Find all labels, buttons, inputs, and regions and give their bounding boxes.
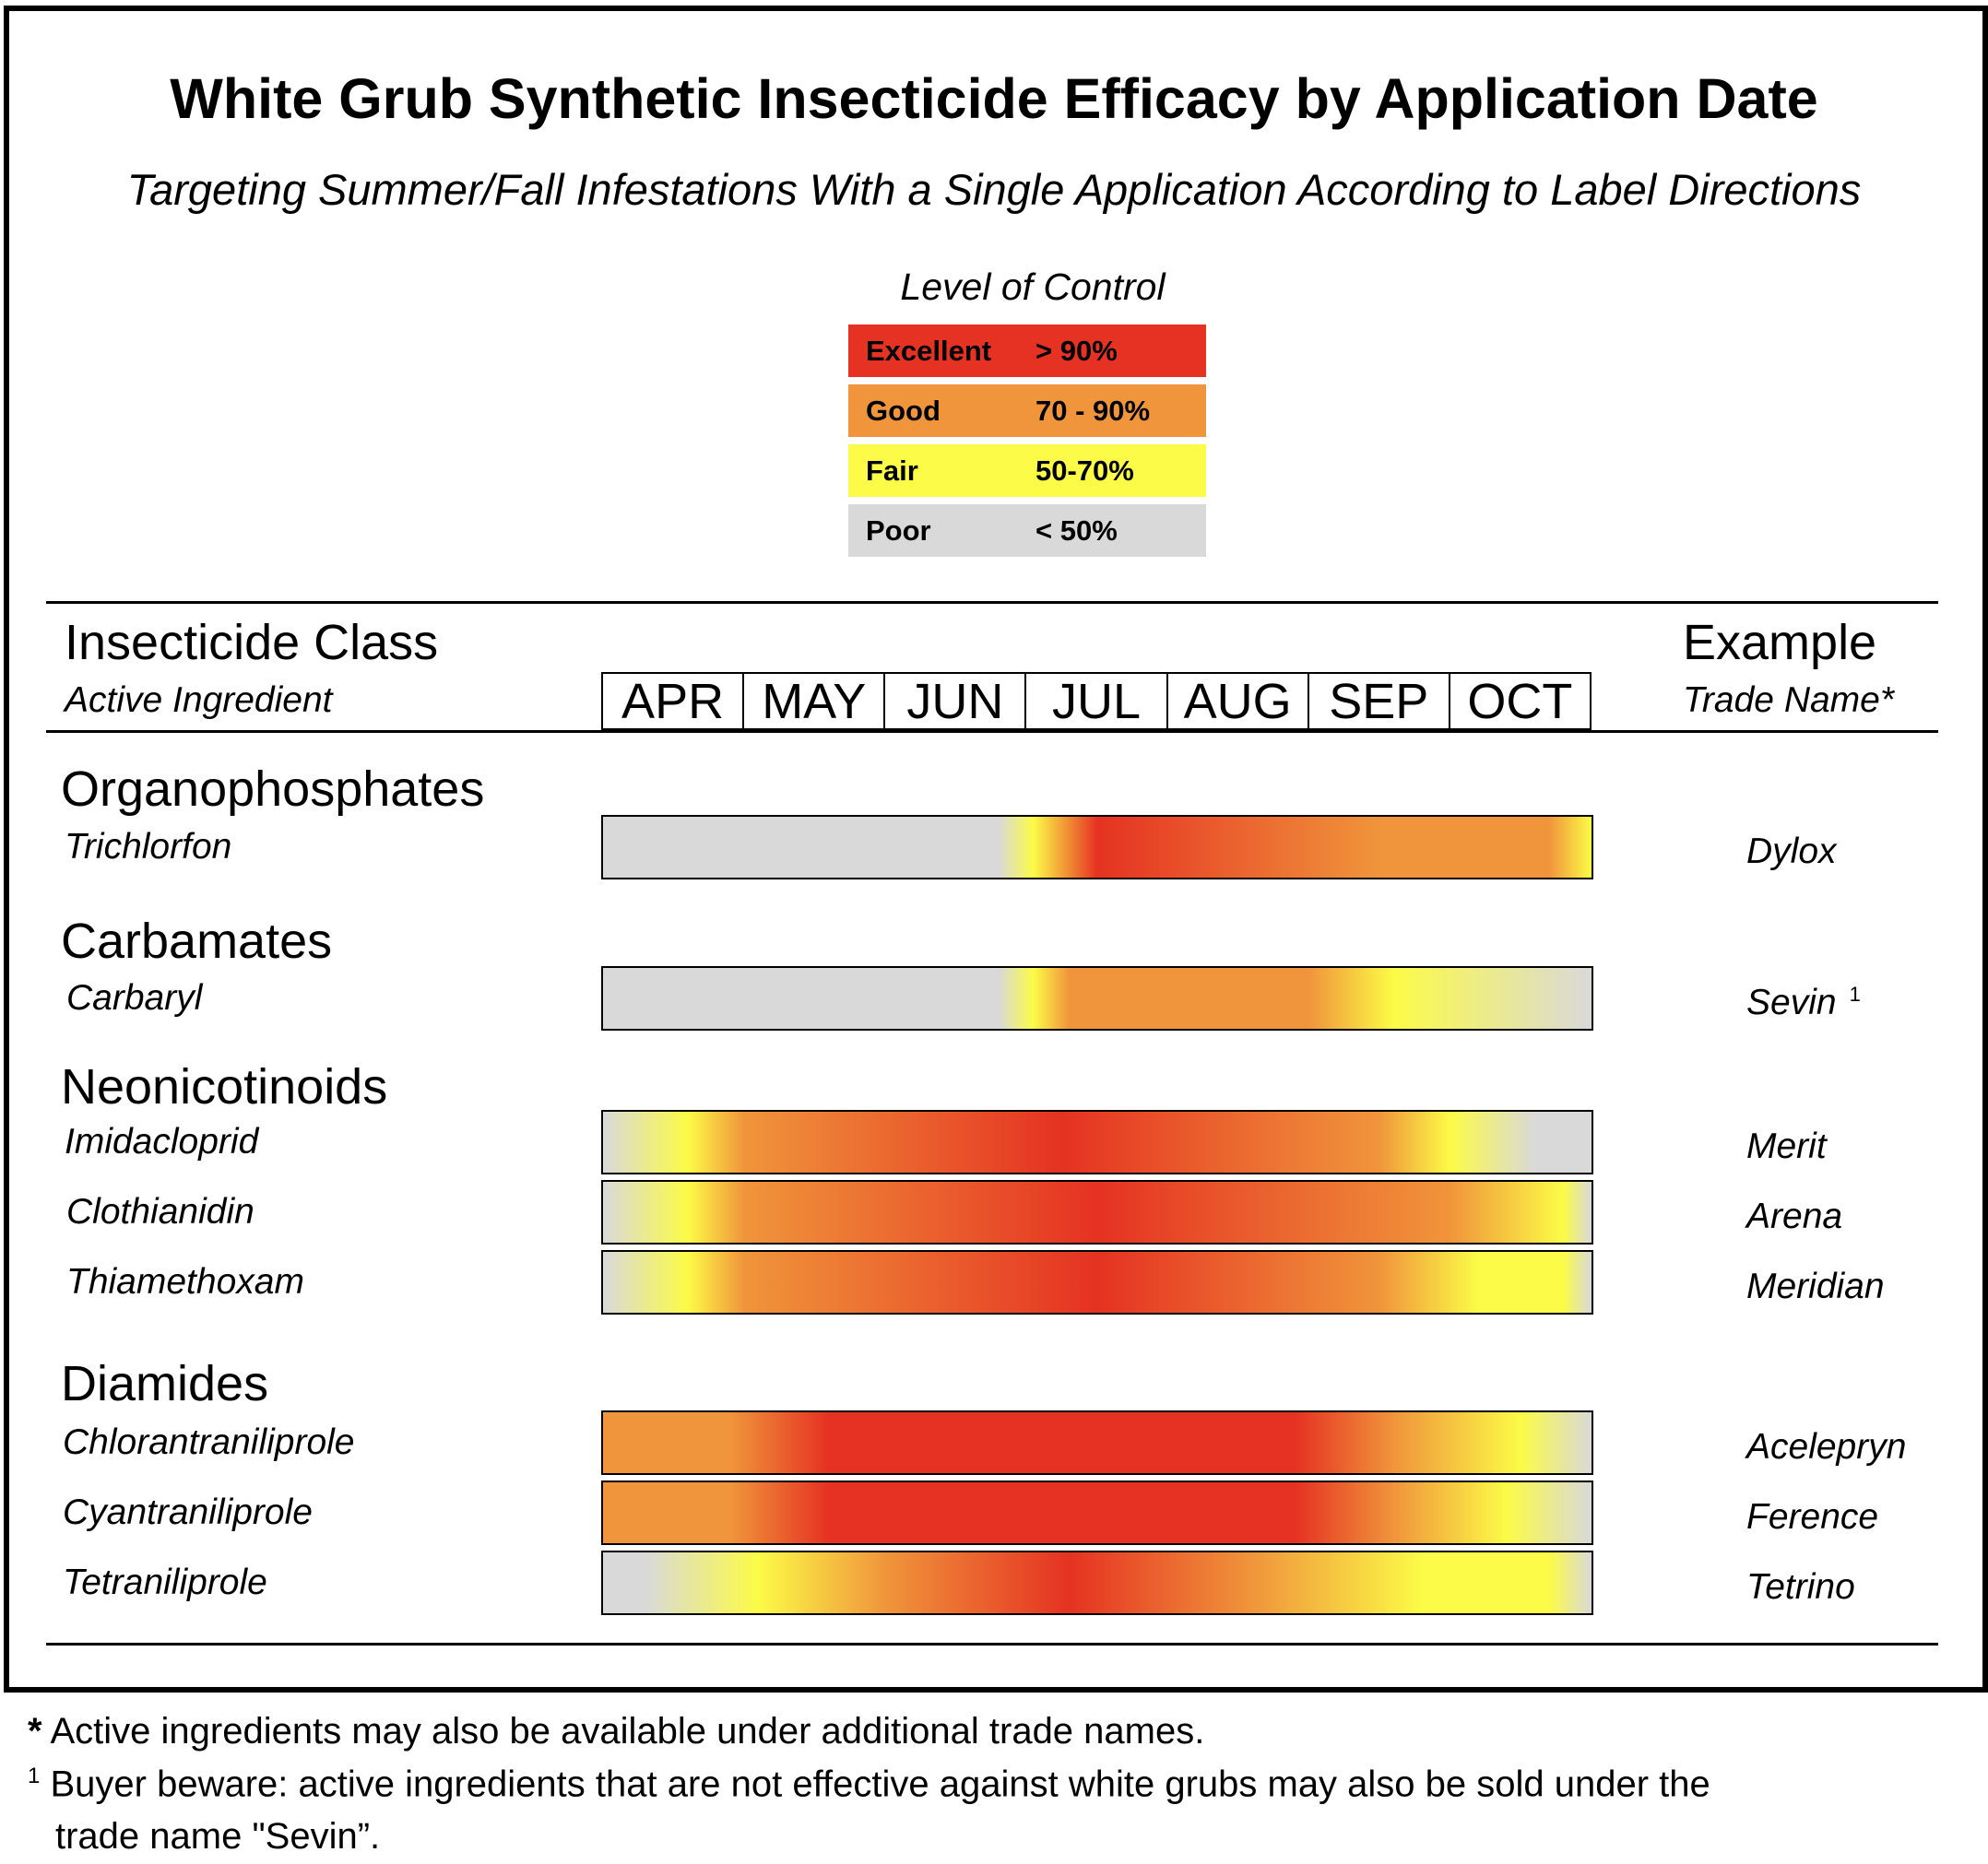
month-label: JUN — [885, 674, 1026, 728]
efficacy-bar-clothianidin — [601, 1180, 1593, 1245]
efficacy-bar-cyantraniliprole — [601, 1481, 1593, 1545]
month-label: JUL — [1026, 674, 1167, 728]
class-header: Insecticide Class — [65, 615, 439, 670]
month-label: SEP — [1309, 674, 1450, 728]
ingredient-label: Cyantraniliprole — [63, 1492, 313, 1532]
class-label-carbamates: Carbamates — [61, 914, 333, 969]
footnote-1-continued: trade name "Sevin”. — [55, 1816, 381, 1857]
ingredient-label: Tetraniliprole — [63, 1563, 267, 1602]
trade-name: Dylox — [1746, 832, 1837, 871]
table-bottom-rule — [46, 1643, 1938, 1646]
header-bottom-rule — [46, 730, 1938, 733]
legend-range: > 90% — [1035, 335, 1118, 367]
legend-range: < 50% — [1035, 514, 1118, 547]
legend-range: 70 - 90% — [1035, 395, 1151, 427]
ingredient-label: Clothianidin — [66, 1192, 254, 1232]
month-label: AUG — [1168, 674, 1309, 728]
legend-label: Poor — [866, 514, 931, 547]
month-axis — [601, 672, 1592, 730]
efficacy-bar-carbaryl — [601, 966, 1593, 1031]
footnote-asterisk: * Active ingredients may also be available under additional trade names. — [28, 1711, 1205, 1752]
legend-label: Excellent — [866, 335, 992, 367]
footnote-1: $^1$ Buyer beware: active ingredients that are not effective against white grubs may also be sold under the — [28, 1764, 1710, 1805]
legend-title: Level of Control — [900, 265, 1166, 308]
efficacy-bar-imidacloprid — [601, 1110, 1593, 1174]
month-label: APR — [603, 674, 744, 728]
efficacy-bar-chlorantraniliprole — [601, 1410, 1593, 1475]
legend-label: Good — [866, 395, 941, 427]
ingredient-label: Thiamethoxam — [66, 1262, 304, 1302]
legend-range: 50-70% — [1035, 454, 1134, 487]
efficacy-bar-thiamethoxam — [601, 1250, 1593, 1315]
class-label-organophosphates: Organophosphates — [61, 761, 485, 817]
trade-name-header: Trade Name* — [1683, 680, 1895, 720]
trade-name: Arena — [1746, 1197, 1843, 1236]
chart-subtitle: Targeting Summer/Fall Infestations With a Single Application According to Label Directions — [126, 165, 1862, 214]
ingredient-label: Trichlorfon — [65, 827, 232, 867]
trade-name: Acelepryn — [1746, 1427, 1907, 1467]
trade-name: Meridian — [1746, 1267, 1885, 1306]
legend-item-fair — [848, 444, 1206, 497]
month-label: MAY — [744, 674, 885, 728]
class-label-diamides: Diamides — [61, 1356, 269, 1411]
ingredient-label: Imidacloprid — [65, 1122, 259, 1162]
ingredient-header: Active Ingredient — [65, 680, 333, 720]
legend-item-good — [848, 384, 1206, 437]
class-label-neonicotinoids: Neonicotinoids — [61, 1059, 388, 1115]
trade-name: Sevin $^1$ — [1746, 983, 1861, 1022]
legend-label: Fair — [866, 454, 918, 487]
footnote-ref: 1 — [1849, 983, 1861, 1006]
header-top-rule — [46, 601, 1938, 604]
month-label: OCT — [1467, 674, 1573, 729]
efficacy-bar-trichlorfon — [601, 815, 1593, 879]
example-header: Example — [1683, 615, 1877, 670]
trade-name: Merit — [1746, 1127, 1827, 1166]
trade-name: Ference — [1746, 1497, 1879, 1537]
legend-item-excellent — [848, 324, 1206, 377]
ingredient-label: Chlorantraniliprole — [63, 1422, 355, 1462]
efficacy-bar-tetraniliprole — [601, 1551, 1593, 1615]
chart-title: White Grub Synthetic Insecticide Efficacy by Application Date — [170, 67, 1818, 130]
trade-name: Tetrino — [1746, 1567, 1855, 1607]
ingredient-label: Carbaryl — [66, 978, 203, 1018]
legend-item-poor — [848, 504, 1206, 557]
